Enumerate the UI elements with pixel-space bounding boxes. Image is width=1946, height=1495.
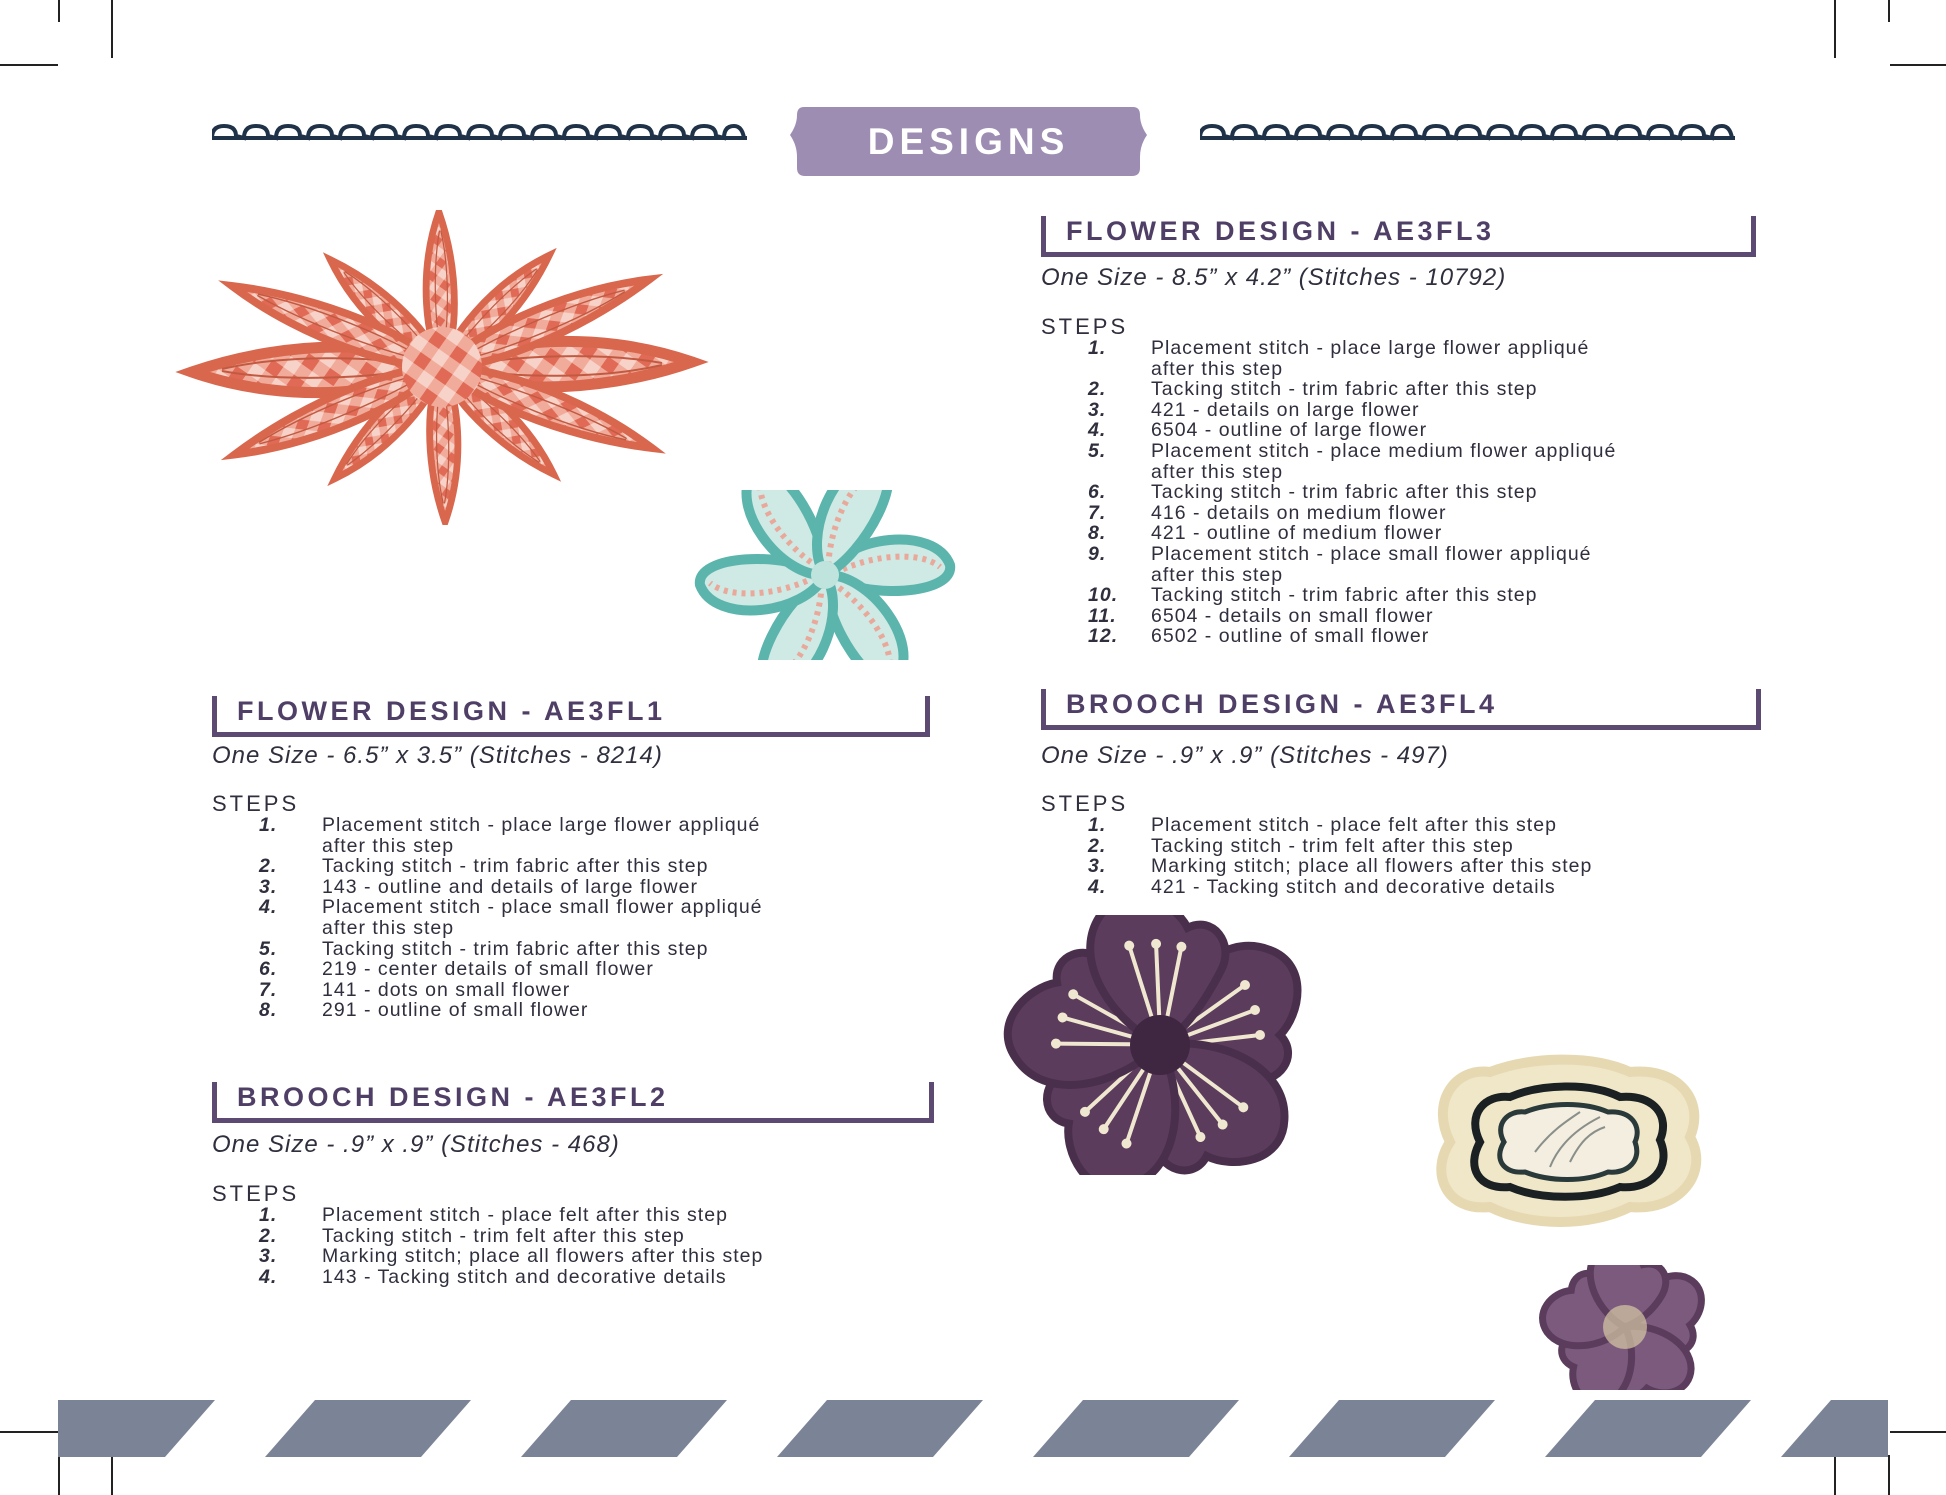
section-heading-ae3fl3: [1041, 216, 1756, 257]
step-number: 1.: [1088, 337, 1107, 359]
steps-list-ae3fl1: [259, 815, 939, 1021]
steps-list-ae3fl4: [1088, 815, 1778, 897]
step-number: 2.: [259, 855, 278, 878]
page-title: DESIGNS: [867, 121, 1070, 162]
step-text: Tacking stitch - trim fabric after this step: [1151, 584, 1538, 607]
teal-flower-applique-icon: [665, 490, 985, 660]
right-wave-rule: [1200, 124, 1735, 148]
step-text: Placement stitch - place felt after this step: [1151, 814, 1557, 836]
step-text: 421 - outline of medium flower: [1151, 522, 1443, 545]
step-item: [1088, 400, 1778, 421]
step-text: Tacking stitch - trim felt after this step: [1151, 834, 1514, 857]
step-text: after this step: [322, 834, 455, 857]
step-item: [1088, 482, 1778, 503]
step-text: Placement stitch - place large flower appliqué: [322, 814, 761, 836]
size-line: One Size - .9” x .9” (Stitches - 468): [212, 1131, 620, 1158]
step-text: Tacking stitch - trim fabric after this step: [322, 855, 709, 878]
steps-label: STEPS: [1041, 314, 1129, 339]
step-item: [1088, 523, 1778, 544]
steps-label: STEPS: [212, 1181, 300, 1206]
section-title: FLOWER DESIGN - AE3FL3: [1066, 216, 1495, 246]
step-item: [1088, 503, 1778, 524]
section-heading-ae3fl4: [1041, 689, 1761, 730]
step-number: 3.: [259, 875, 278, 898]
step-text: after this step: [1151, 563, 1284, 586]
step-text: Marking stitch; place all flowers after this step: [1151, 855, 1593, 878]
step-text: 143 - outline and details of large flower: [322, 875, 698, 898]
size-line: One Size - 6.5” x 3.5” (Stitches - 8214): [212, 742, 663, 769]
step-number: 1.: [259, 814, 278, 836]
step-text: 421 - details on large flower: [1151, 398, 1420, 421]
footer-stripe-bar: [58, 1400, 1888, 1457]
step-text: Placement stitch - place small flower appliqué: [322, 896, 763, 919]
section-title: BROOCH DESIGN - AE3FL2: [237, 1082, 669, 1112]
section-heading-ae3fl2: [212, 1082, 934, 1123]
step-text: Placement stitch - place felt after this step: [322, 1204, 728, 1226]
step-text: 6504 - outline of large flower: [1151, 419, 1428, 442]
step-number: 8.: [259, 999, 278, 1022]
step-item: [1088, 606, 1778, 627]
step-number: 4.: [259, 896, 278, 919]
step-number: 10.: [1088, 584, 1119, 607]
step-item: [1088, 441, 1778, 482]
step-text: Tacking stitch - trim fabric after this step: [1151, 481, 1538, 504]
step-item: [1088, 379, 1778, 400]
step-item: [259, 980, 939, 1001]
step-number: 5.: [259, 937, 278, 960]
step-text: 421 - Tacking stitch and decorative details: [1151, 875, 1556, 898]
step-item: [259, 856, 939, 877]
step-number: 2.: [1088, 378, 1107, 401]
step-item: [1088, 338, 1778, 379]
step-item: [259, 1205, 939, 1226]
step-number: 3.: [259, 1245, 278, 1268]
step-item: [259, 815, 939, 856]
purple-flower-applique-icon: [950, 915, 1370, 1175]
step-item: [259, 897, 939, 938]
step-text: 219 - center details of small flower: [322, 958, 654, 981]
size-line: One Size - .9” x .9” (Stitches - 497): [1041, 742, 1449, 769]
step-item: [1088, 877, 1778, 898]
step-number: 1.: [259, 1204, 278, 1226]
step-item: [1088, 815, 1778, 836]
step-text: Placement stitch - place large flower appliqué: [1151, 337, 1590, 359]
step-number: 6.: [259, 958, 278, 981]
step-number: 3.: [1088, 855, 1107, 878]
step-number: 7.: [259, 978, 278, 1001]
step-number: 4.: [259, 1265, 278, 1288]
step-text: 291 - outline of small flower: [322, 999, 589, 1022]
red-gingham-flower-applique-icon: [175, 210, 710, 525]
step-text: Placement stitch - place small flower appliqué: [1151, 542, 1592, 565]
steps-label: STEPS: [212, 791, 300, 816]
step-text: after this step: [322, 916, 455, 939]
step-item: [1088, 626, 1778, 647]
step-number: 2.: [1088, 834, 1107, 857]
steps-list-ae3fl3: [1088, 338, 1778, 647]
step-text: 6502 - outline of small flower: [1151, 625, 1430, 648]
step-text: 416 - details on medium flower: [1151, 501, 1447, 524]
section-heading-ae3fl1: [212, 696, 930, 737]
step-text: Tacking stitch - trim fabric after this step: [322, 937, 709, 960]
step-number: 4.: [1088, 419, 1107, 442]
step-item: [259, 939, 939, 960]
step-text: Tacking stitch - trim felt after this step: [322, 1224, 685, 1247]
step-number: 7.: [1088, 501, 1107, 524]
step-number: 11.: [1088, 604, 1117, 627]
step-number: 6.: [1088, 481, 1107, 504]
step-text: after this step: [1151, 357, 1284, 380]
step-text: 6504 - details on small flower: [1151, 604, 1434, 627]
step-item: [259, 959, 939, 980]
steps-list-ae3fl2: [259, 1205, 939, 1287]
steps-label: STEPS: [1041, 791, 1129, 816]
step-item: [1088, 420, 1778, 441]
step-text: Tacking stitch - trim fabric after this step: [1151, 378, 1538, 401]
step-number: 12.: [1088, 625, 1119, 648]
step-text: after this step: [1151, 460, 1284, 483]
step-number: 3.: [1088, 398, 1107, 421]
section-title: BROOCH DESIGN - AE3FL4: [1066, 689, 1498, 719]
step-text: 143 - Tacking stitch and decorative details: [322, 1265, 727, 1288]
step-number: 9.: [1088, 542, 1107, 565]
step-number: 2.: [259, 1224, 278, 1247]
step-number: 4.: [1088, 875, 1107, 898]
cream-brooch-icon: [1430, 1050, 1710, 1235]
step-item: [1088, 544, 1778, 585]
step-text: Marking stitch; place all flowers after this step: [322, 1245, 764, 1268]
section-title: FLOWER DESIGN - AE3FL1: [237, 696, 666, 726]
step-item: [1088, 836, 1778, 857]
step-text: Placement stitch - place medium flower appliqué: [1151, 439, 1617, 462]
step-item: [259, 1246, 939, 1267]
step-text: 141 - dots on small flower: [322, 978, 571, 1001]
step-number: 5.: [1088, 439, 1107, 462]
step-number: 1.: [1088, 814, 1107, 836]
left-wave-rule: [212, 124, 747, 148]
step-item: [1088, 856, 1778, 877]
size-line: One Size - 8.5” x 4.2” (Stitches - 10792): [1041, 264, 1507, 291]
step-item: [259, 1000, 939, 1021]
step-number: 8.: [1088, 522, 1107, 545]
step-item: [259, 877, 939, 898]
step-item: [1088, 585, 1778, 606]
small-purple-flower-brooch-icon: [1525, 1265, 1725, 1390]
step-item: [259, 1226, 939, 1247]
step-item: [259, 1267, 939, 1288]
